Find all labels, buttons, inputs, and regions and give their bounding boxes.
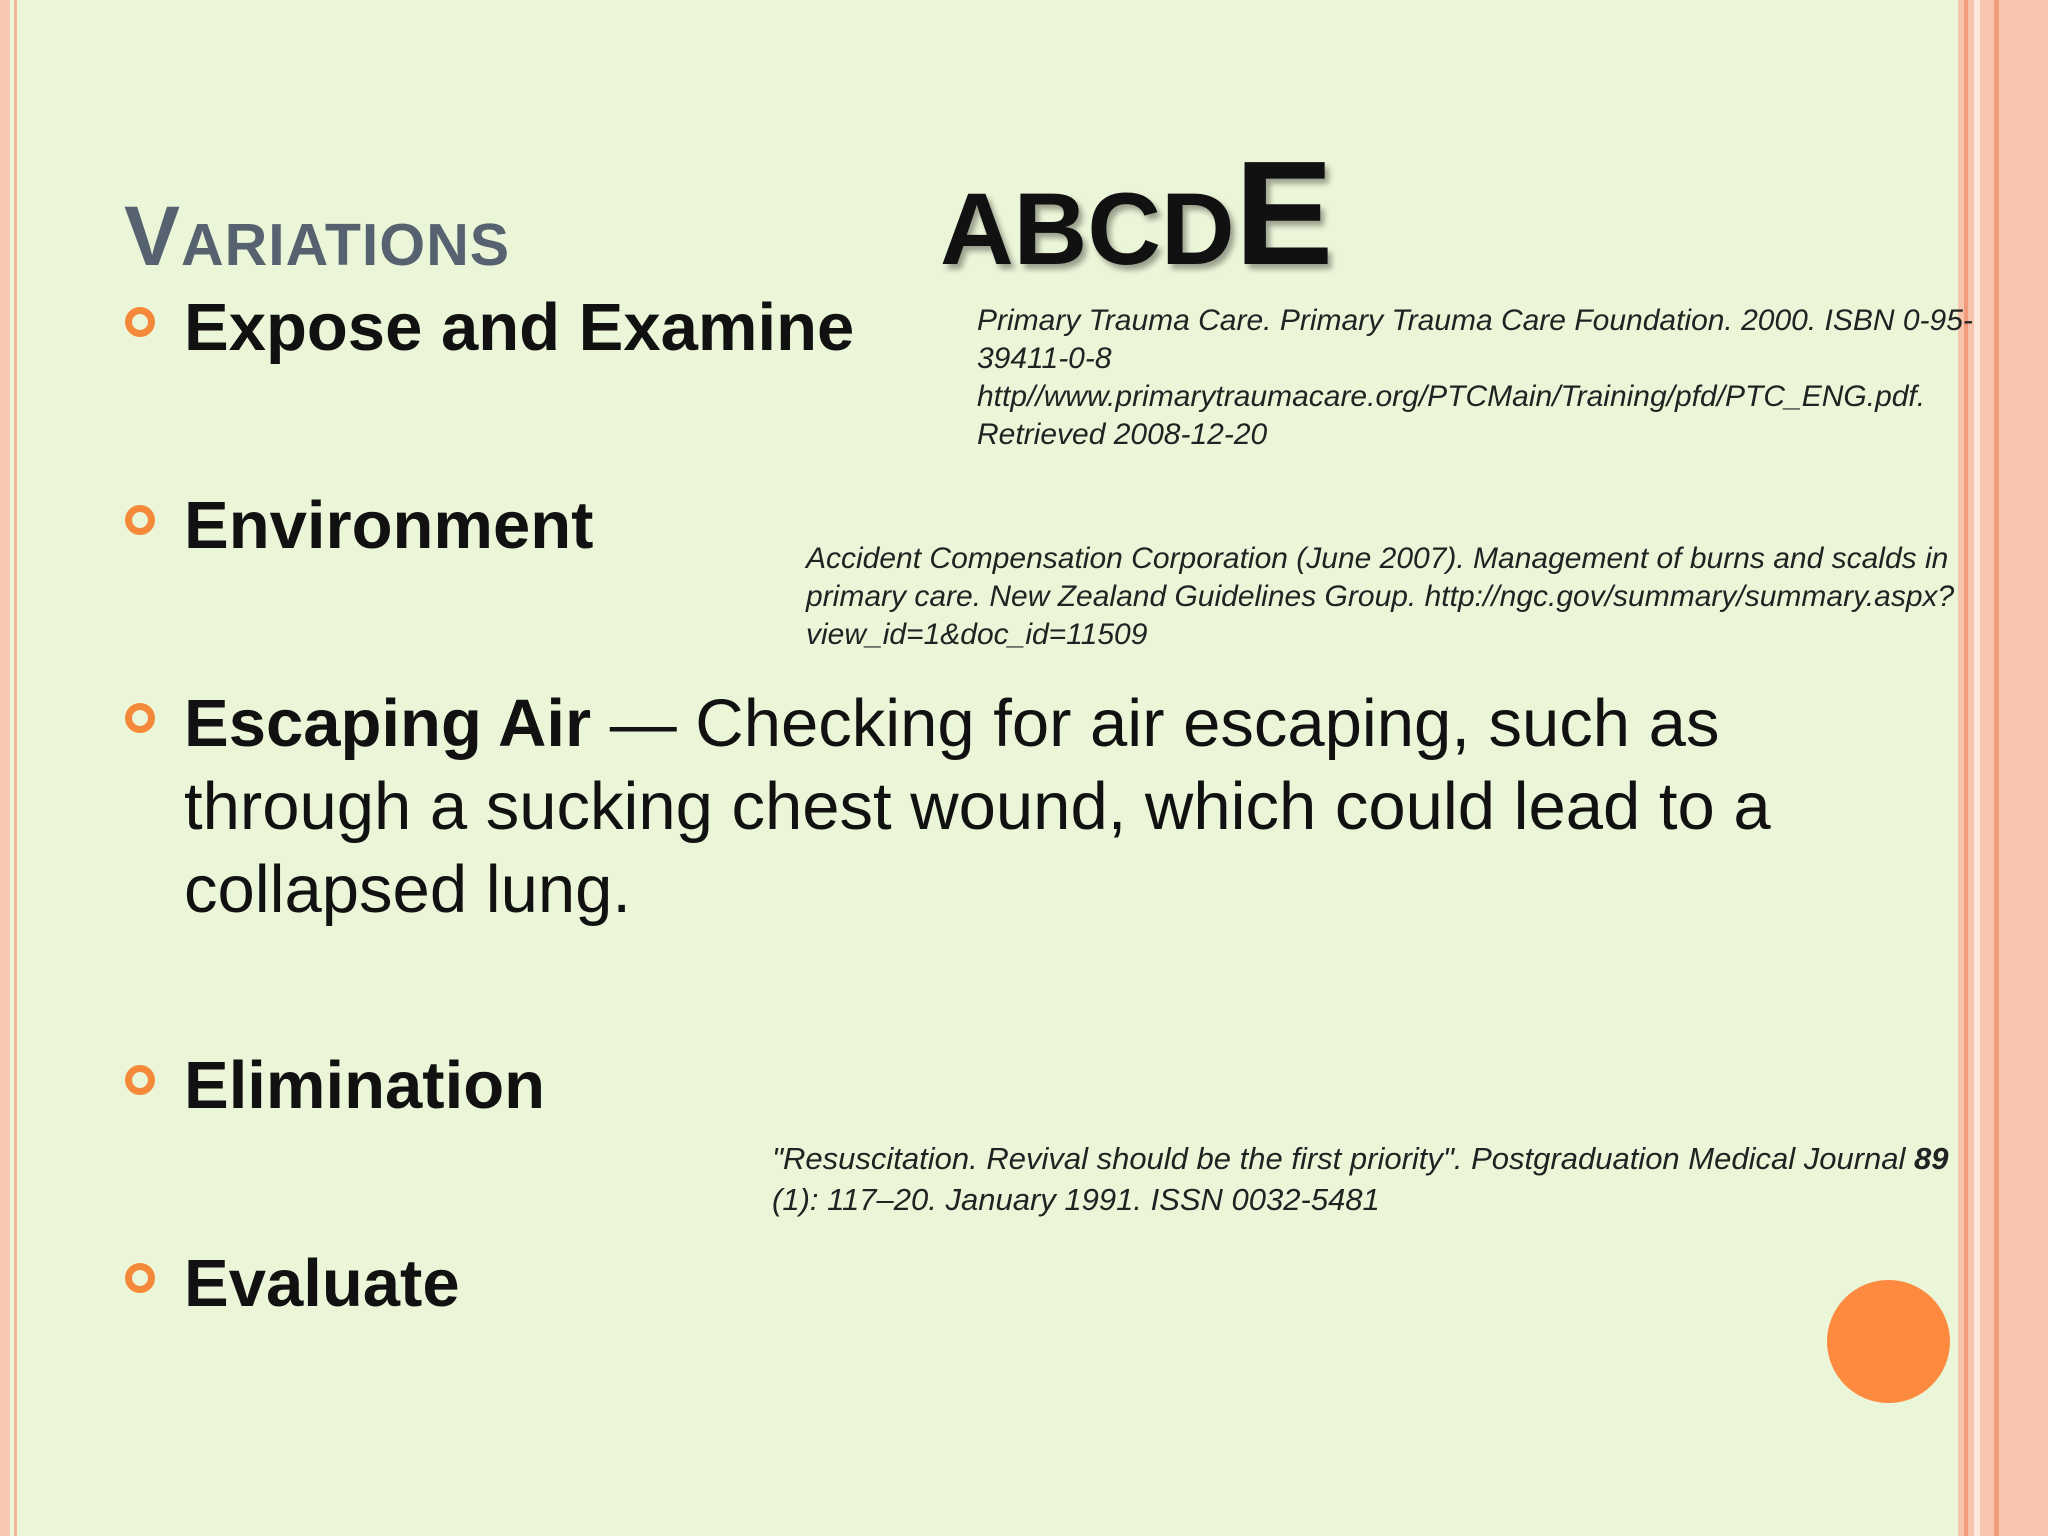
ring-bullet-icon (125, 307, 155, 337)
bullet-description: — Checking for air escaping, such as through a sucking chest wound, which could lead to a collapsed lung. (184, 686, 1771, 927)
ring-bullet-icon (125, 1065, 155, 1095)
bullet-item-environment (125, 484, 594, 567)
bullet-term: Environment (184, 488, 594, 563)
bullet-term: Evaluate (184, 1246, 460, 1321)
bullet-term: Expose and Examine (184, 290, 855, 365)
slide-title: Variations (124, 189, 511, 283)
bullet-item-escaping-air (125, 682, 1904, 931)
reference-resuscitation (772, 1138, 1952, 1220)
left-border-line (14, 0, 17, 1536)
bullet-term: Escaping Air (184, 686, 592, 761)
bullet-text (184, 1044, 545, 1127)
bullet-text (184, 286, 854, 369)
left-border-stripe (0, 0, 10, 1536)
reference-text: (1): 117–20. January 1991. ISSN 0032-5481 (772, 1182, 1380, 1217)
abcde-heading-abcd: ABCD (940, 172, 1235, 286)
abcde-heading-e: E (1234, 131, 1334, 296)
bullet-text (184, 484, 594, 567)
right-border-band (1958, 0, 2048, 1536)
abcde-heading (940, 131, 1334, 296)
reference-text: "Resuscitation. Revival should be the first priority". Postgraduation Medical Journal (772, 1141, 1915, 1176)
ring-bullet-icon (125, 1263, 155, 1293)
bullet-text (184, 682, 1904, 931)
reference-primary-trauma-care: Primary Trauma Care. Primary Trauma Care Foundation. 2000. ISBN 0-95-39411-0-8 http//www.primarytraumacare.org/PTCMain/Training/pfd/PTC_ENG.pdf. Retrieved 2008-12-20 (977, 304, 1973, 451)
bullet-item-elimination (125, 1044, 545, 1127)
right-border-line (1964, 0, 1968, 1536)
right-border-line (1974, 0, 1980, 1536)
ring-bullet-icon (125, 505, 155, 535)
bullet-term: Elimination (184, 1048, 546, 1123)
reference-volume: 89 (1914, 1141, 1949, 1176)
bullet-text (184, 1242, 460, 1325)
right-border-line (1994, 0, 1999, 1536)
reference-accident-compensation: Accident Compensation Corporation (June 2007). Management of burns and scalds in primary care. New Zealand Guidelines Group. http://ngc.gov/summary/summary.aspx?view_id=1&doc_id=11509 (806, 542, 1955, 651)
ring-bullet-icon (125, 703, 155, 733)
bullet-item-evaluate (125, 1242, 460, 1325)
bullet-item-expose (125, 286, 854, 369)
orange-accent-circle (1827, 1280, 1950, 1403)
